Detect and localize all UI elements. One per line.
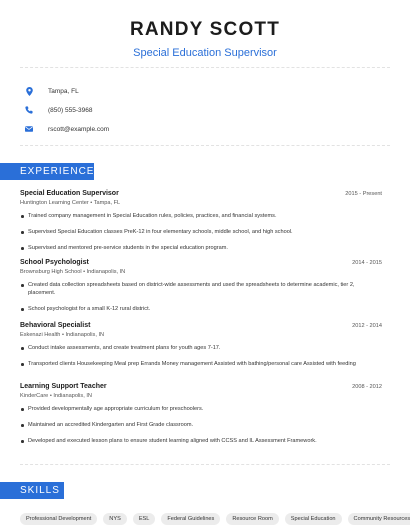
- section-heading-skills: SKILLS: [0, 482, 64, 499]
- skill-tag: Resource Room: [226, 513, 278, 525]
- job-entry: [20, 322, 382, 376]
- job-entry: [20, 383, 382, 453]
- job-title: School Psychologist: [20, 259, 89, 266]
- bullet-item: Supervised and mentored pre-service students in the special education program.: [20, 244, 382, 252]
- contact-phone: [20, 101, 109, 119]
- skill-tag: Professional Development: [20, 513, 97, 525]
- job-bullets: [20, 344, 382, 368]
- candidate-title: Special Education Supervisor: [133, 47, 277, 59]
- skill-tag: Federal Guidelines: [161, 513, 220, 525]
- bullet-item: Trained company management in Special Education rules, policies, practices, and financial systems.: [20, 212, 382, 220]
- email-text: rscott@example.com: [48, 125, 110, 133]
- bullet-item: Created data collection spreadsheets based on district-wide assessments and used the spreadsheets to determine academic, tier 2, placement.: [20, 281, 382, 297]
- contact-email: [20, 120, 109, 138]
- candidate-name: RANDY SCOTT: [129, 19, 281, 40]
- job-bullets: [20, 405, 382, 445]
- divider: [20, 67, 390, 68]
- job-dates: 2012 - 2014: [352, 323, 382, 329]
- job-dates: 2014 - 2015: [352, 260, 382, 266]
- bullet-item: Provided developmentally age appropriate curriculum for preschoolers.: [20, 405, 382, 413]
- job-organization: Huntington Learning Center • Tampa, FL: [20, 200, 121, 206]
- job-bullets: [20, 212, 382, 252]
- bullet-item: Transported clients Housekeeping Meal prep Errands Money management Assisted with bathing/personal care Assisted with feeding: [20, 360, 382, 368]
- bullet-item: Supervised Special Education classes PreK-12 in four elementary schools, middle school, and high school.: [20, 228, 382, 236]
- skills-list: [20, 513, 410, 525]
- job-dates: 2008 - 2012: [352, 384, 382, 390]
- bullet-item: Maintained an accredited Kindergarten and First Grade classroom.: [20, 421, 382, 429]
- phone-text: (850) 555-3968: [48, 106, 93, 114]
- job-organization: Brownsburg High School • Indianapolis, IN: [20, 269, 126, 275]
- resume-header: [0, 0, 410, 60]
- contact-block: [20, 82, 109, 139]
- divider: [20, 464, 390, 465]
- job-entry: [20, 190, 382, 260]
- phone-icon: [22, 106, 36, 114]
- skill-tag: Community Resources: [348, 513, 410, 525]
- job-bullets: [20, 281, 382, 313]
- skill-tag: ESL: [133, 513, 156, 525]
- location-text: Tampa, FL: [48, 87, 79, 95]
- job-organization: Eskenazi Health • Indianapolis, IN: [20, 332, 105, 338]
- section-heading-experience: EXPERIENCE: [0, 163, 94, 180]
- bullet-item: Conduct intake assessments, and create treatment plans for youth ages 7-17.: [20, 344, 382, 352]
- job-organization: KinderCare • Indianapolis, IN: [20, 393, 92, 399]
- job-title: Learning Support Teacher: [20, 383, 107, 390]
- job-entry: [20, 259, 382, 321]
- skill-tag: NYS: [103, 513, 127, 525]
- job-dates: 2015 - Present: [345, 191, 382, 197]
- location-pin-icon: [22, 87, 36, 96]
- bullet-item: Developed and executed lesson plans to ensure student learning aligned with CCSS and IL Assessment Framework.: [20, 437, 382, 445]
- divider: [20, 145, 390, 146]
- email-icon: [22, 126, 36, 132]
- job-title: Special Education Supervisor: [20, 190, 119, 197]
- skill-tag: Special Education: [285, 513, 342, 525]
- bullet-item: School psychologist for a small K-12 rural district.: [20, 305, 382, 313]
- contact-location: [20, 82, 109, 100]
- job-title: Behavioral Specialist: [20, 322, 91, 329]
